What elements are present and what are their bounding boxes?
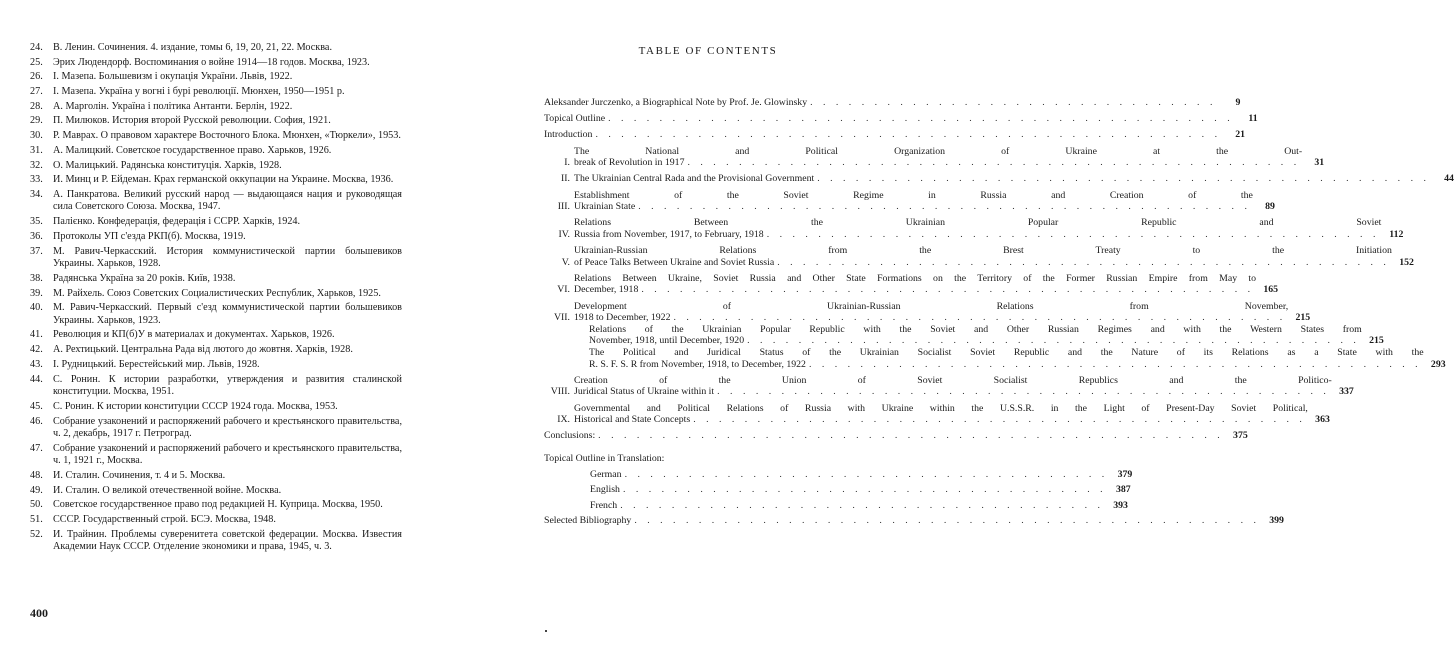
toc-page-number: 89: [1265, 201, 1275, 213]
print-mark: [545, 630, 547, 632]
bibliography-entry-number: 49.: [30, 484, 43, 496]
toc-entry-text: December, 1918: [574, 284, 639, 296]
toc-entry-introduction[interactable]: [544, 129, 1246, 141]
toc-entry-chapter[interactable]: [544, 374, 1354, 398]
dot-leader: . . . . . . . . . . . . . . . . . . . . . . . . . . . . . . . . . . . . . . . . . . . . . . . .: [693, 414, 1306, 426]
toc-entry-text: The Political and Juridical Status of the Ukrainian Socialist Soviet Republic and the Nature of its Relations as a State with the: [589, 347, 1424, 359]
bibliography-entry: [30, 160, 402, 173]
bibliography-entry: [30, 470, 402, 483]
bibliography-entry-number: 50.: [30, 499, 43, 511]
bibliography-entry-text: Революция и КП(б)У в материалах и документах. Харьков, 1926.: [53, 329, 335, 341]
bibliography-entry-text: СССР. Государственный строй. БСЭ. Москва, 1948.: [53, 514, 276, 526]
left-page: [0, 0, 470, 660]
bibliography-entry-text: Эрих Людендорф. Воспоминания о войне 1914—18 годов. Москва, 1923.: [53, 56, 370, 68]
chapter-number: IV.: [558, 228, 570, 240]
toc-entry-text: R. S. F. S. R from November, 1918, to December, 1922: [589, 358, 806, 370]
dot-leader: . . . . . . . . . . . . . . . . . . . . . . . . . . . . . . . .: [810, 97, 1217, 108]
bibliography-entry-number: 42.: [30, 344, 43, 356]
bibliography-entry: [30, 246, 402, 271]
bibliography-entry-text: І. Мазепа. Большевизм і окупація України. Львів, 1922.: [53, 71, 293, 83]
bibliography-entry: [30, 216, 402, 229]
table-of-contents: [544, 97, 1454, 532]
toc-entry-last-line: [574, 284, 1256, 296]
dot-leader: . . . . . . . . . . . . . . . . . . . . . . . . . . . . . . . . . . . . . . . . . . . . . . . .: [766, 228, 1380, 240]
toc-entry-text: Development of Ukrainian-Russian Relations from November,: [574, 300, 1289, 312]
bibliography-entry-text: Собрание узаконений и распоряжений рабочего и крестьянского правительства, ч. 2, декабрь, 1917 г. Петроград.: [53, 415, 402, 440]
toc-page-number: 375: [1233, 430, 1248, 442]
bibliography-entry: [30, 529, 402, 554]
bibliography-entry-text: Советское государственное право под редакцией Н. Куприца. Москва, 1950.: [53, 499, 383, 511]
bibliography-entry: [30, 514, 402, 527]
bibliography-entry-number: 41.: [30, 329, 43, 341]
dot-leader: . . . . . . . . . . . . . . . . . . . . . . . . . . . . . . . . . . . . . . . . . . . . . . . .: [817, 173, 1430, 185]
bibliography-entry: [30, 302, 402, 327]
toc-entry-text: German: [590, 468, 622, 480]
toc-entry-chapter[interactable]: [544, 145, 1325, 169]
toc-entry-text: The Ukrainian Central Rada and the Provisional Government: [574, 173, 815, 185]
bibliography-list: [30, 42, 402, 556]
toc-entry-topical-outline[interactable]: [544, 113, 1258, 125]
bibliography-entry-number: 34.: [30, 188, 43, 200]
bibliography-entry-text: О. Малицький. Радянська конституція. Харків, 1928.: [53, 159, 282, 171]
dot-leader: . . . . . . . . . . . . . . . . . . . . . . . . . . . . . . . . . . . . . . . . . . . . . . . .: [673, 312, 1287, 324]
bibliography-entry: [30, 329, 402, 342]
toc-page-number: 337: [1339, 386, 1354, 398]
toc-entry-body: [574, 403, 1308, 426]
bibliography-entry: [30, 189, 402, 214]
toc-entry-text: 1918 to December, 1922: [574, 312, 671, 324]
toc-entry-chapter[interactable]: [544, 402, 1330, 426]
toc-entry-last-line: [574, 312, 1288, 324]
chapter-number: VIII.: [550, 386, 570, 398]
bibliography-entry: [30, 101, 402, 114]
bibliography-entry: [30, 344, 402, 357]
bibliography-entry: [30, 71, 402, 84]
bibliography-entry-text: Протоколы УП с'езда РКП(б). Москва, 1919.: [53, 230, 246, 242]
toc-entry-text: Historical and State Concepts: [574, 414, 691, 426]
dot-leader: . . . . . . . . . . . . . . . . . . . . . . . . . . . . . . . . . . . . . . . . . . . . . . . . .: [634, 515, 1260, 527]
toc-entry-body: [574, 146, 1302, 169]
bibliography-entry-text: А. Рехтицький. Центральна Рада від лютого до жовтня. Харків, 1928.: [53, 344, 353, 356]
page-number: 400: [30, 606, 48, 620]
bibliography-entry: [30, 115, 402, 128]
toc-page-number: 44: [1444, 173, 1454, 185]
toc-entry-body: [574, 173, 1432, 185]
bibliography-entry-text: Р. Маврах. О правовом характере Восточного Блока. Мюнхен, «Тюркели», 1953.: [53, 130, 401, 142]
toc-entry-chapter[interactable]: [544, 217, 1404, 240]
bibliography-entry: [30, 359, 402, 372]
bibliography-entry-text: М. Равич-Черкасский. Первый с'езд коммунистической партии большевиков Украины. Харьков, 1923.: [53, 302, 402, 326]
toc-entry-text: French: [590, 499, 618, 511]
toc-entry-text: Ukrainian-Russian Relations from the Brest Treaty to the Initiation: [574, 245, 1392, 257]
toc-entry-biographical-note[interactable]: [544, 97, 1241, 109]
bibliography-entry: [30, 485, 402, 498]
bibliography-entry-text: И. Минц и Р. Ейдеман. Крах германской оккупации на Украине. Москва, 1936.: [53, 174, 394, 186]
bibliography-entry: [30, 145, 402, 158]
bibliography-entry-text: П. Милюков. История второй Русской революции. София, 1921.: [53, 115, 331, 127]
bibliography-entry-number: 27.: [30, 86, 43, 98]
toc-page-number: 11: [1248, 113, 1258, 125]
bibliography-entry: [30, 174, 402, 187]
dot-leader: . . . . . . . . . . . . . . . . . . . . . . . . . . . . . . . . . . . . . . . . . . . . . . . . .: [598, 430, 1224, 442]
toc-heading-text: Topical Outline in Translation:: [544, 452, 665, 464]
toc-translation-heading: [544, 453, 909, 465]
toc-entry-text: The National and Political Organization of Ukraine at the Out-: [574, 145, 1303, 157]
bibliography-entry: [30, 42, 402, 55]
chapter-number: V.: [561, 256, 570, 268]
toc-entry-text: English: [590, 484, 620, 496]
toc-entry-text: Establishment of the Soviet Regime in Russia and Creation of the: [574, 189, 1253, 201]
toc-entry-text: Introduction: [544, 129, 593, 141]
toc-entry-chapter[interactable]: [544, 189, 1275, 213]
bibliography-entry-text: И. Сталин. Сочинения, т. 4 и 5. Москва.: [53, 470, 226, 482]
bibliography-entry-number: 28.: [30, 100, 43, 112]
bibliography-entry-number: 36.: [30, 230, 43, 242]
bibliography-entry-number: 37.: [30, 245, 43, 257]
bibliography-entry-number: 47.: [30, 442, 43, 454]
bibliography-entry-number: 31.: [30, 144, 43, 156]
toc-page-number: 215: [1295, 312, 1311, 324]
bibliography-entry: [30, 288, 402, 301]
toc-page-number: 165: [1263, 284, 1279, 296]
toc-entry-text: Juridical Status of Ukraine within it: [574, 386, 715, 398]
toc-entry-last-line: [574, 229, 1381, 241]
bibliography-entry-text: Собрание узаконений и распоряжений рабочего и крестьянского правительства, ч. 1, 1921 г., Москва.: [53, 442, 402, 467]
toc-entry-text: break of Revolution in 1917: [574, 157, 685, 169]
toc-entry-chapter[interactable]: [544, 272, 1279, 296]
bibliography-entry-number: 44.: [30, 373, 43, 385]
toc-entry-english[interactable]: [544, 484, 1131, 496]
bibliography-entry-number: 26.: [30, 71, 43, 83]
toc-page-number: 293: [1430, 358, 1446, 370]
toc-page-number: 9: [1235, 97, 1241, 108]
toc-page-number: 21: [1235, 129, 1246, 141]
bibliography-entry-text: І. Мазепа. Україна у вогні і бурі революції. Мюнхен, 1950—1951 р.: [53, 86, 345, 98]
toc-entry-french[interactable]: [544, 499, 1128, 512]
toc-entry-last-line: [574, 157, 1302, 169]
chapter-number: IX.: [557, 414, 570, 426]
toc-entry-text: Governmental and Political Relations of Russia with Ukraine within the U.S.S.R. in the Light of Present-Day Soviet Political,: [574, 402, 1308, 414]
bibliography-entry-number: 48.: [30, 470, 43, 482]
dot-leader: . . . . . . . . . . . . . . . . . . . . . . . . . . . . . . . . . . . . . .: [620, 499, 1104, 511]
bibliography-entry: [30, 57, 402, 70]
bibliography-entry-text: Радянська Україна за 20 років. Київ, 1938.: [53, 272, 236, 284]
toc-entry-last-line: [574, 173, 1432, 185]
toc-entry-text: Relations Between Ukraine, Soviet Russia and Other State Formations on the Territory of the Former Russian Empire from May to: [574, 272, 1257, 284]
toc-entry-chapter[interactable]: [544, 300, 1311, 324]
dot-leader: . . . . . . . . . . . . . . . . . . . . . . . . . . . . . . . . . . . . . . . . . . . . . . . . .: [608, 113, 1234, 125]
toc-entry-text: Relations Between the Ukrainian Popular Republic and Soviet: [574, 217, 1382, 229]
toc-page-number: 399: [1269, 515, 1284, 527]
bibliography-entry-text: И. Трайнин. Проблемы суверенитета советской федерации. Москва. Известия Академии Наук СССР. Отделение экономики и права, 1945, ч. 3.: [53, 528, 402, 553]
bibliography-entry: [30, 86, 402, 99]
dot-leader: . . . . . . . . . . . . . . . . . . . . . . . . . . . . . . . . . . . . . . . . . . . . . . . .: [808, 358, 1422, 370]
dot-leader: . . . . . . . . . . . . . . . . . . . . . . . . . . . . . . . . . . . . . . . . . . . . . . . .: [717, 386, 1330, 398]
bibliography-entry-number: 25.: [30, 56, 43, 68]
right-page: [472, 0, 1454, 660]
toc-page-number: 393: [1113, 499, 1128, 511]
toc-page-number: 152: [1399, 256, 1414, 268]
dot-leader: . . . . . . . . . . . . . . . . . . . . . . . . . . . . . . . . . . . . . .: [622, 484, 1107, 496]
toc-entry-last-line: [574, 414, 1308, 426]
toc-title: TABLE OF CONTENTS: [638, 45, 778, 57]
dot-leader: . . . . . . . . . . . . . . . . . . . . . . . . . . . . . . . . . . . . . . . . . . . . . . . .: [638, 201, 1251, 213]
toc-entry-bibliography[interactable]: [544, 515, 1284, 527]
toc-entry-chapter[interactable]: [544, 173, 1454, 185]
toc-entry-body: [574, 273, 1256, 296]
bibliography-entry-text: С. Ронин. К истории разработки, утверждения и развития сталинской конституции. Москва, 1951.: [53, 373, 402, 398]
bibliography-entry: [30, 374, 402, 399]
toc-entry-text: Relations of the Ukrainian Popular Republic with the Soviet and Other Russian Regimes and with the Western States from: [589, 323, 1362, 335]
bibliography-entry-number: 39.: [30, 287, 43, 299]
bibliography-entry-number: 46.: [30, 415, 43, 427]
bibliography-entry-number: 30.: [30, 130, 43, 142]
bibliography-entry: [30, 273, 402, 286]
toc-page-number: 387: [1115, 484, 1131, 496]
toc-entry-body: [589, 347, 1424, 370]
toc-entry-text: Russia from November, 1917, to February, 1918: [574, 228, 764, 240]
dot-leader: . . . . . . . . . . . . . . . . . . . . . . . . . . . . . . . . . . . . . . . . . . . . . . . . .: [595, 129, 1222, 141]
toc-entry-last-line: [574, 257, 1392, 269]
toc-entry-text: of Peace Talks Between Ukraine and Soviet Russia: [574, 256, 775, 268]
toc-entry-body: [574, 190, 1253, 213]
bibliography-entry-number: 29.: [30, 115, 43, 127]
toc-page-number: 379: [1117, 468, 1133, 480]
toc-page-number: 215: [1369, 335, 1384, 347]
bibliography-entry-number: 35.: [30, 216, 43, 228]
toc-chapters: [544, 145, 1454, 426]
toc-entry-body: [574, 245, 1392, 268]
toc-entry-subsection[interactable]: [544, 347, 1446, 370]
dot-leader: . . . . . . . . . . . . . . . . . . . . . . . . . . . . . . . . . . . . . .: [624, 468, 1109, 480]
chapter-number: II.: [561, 173, 570, 185]
bibliography-entry-number: 33.: [30, 174, 43, 186]
toc-entry-text: Ukrainian State: [574, 201, 636, 213]
toc-entry-text: Selected Bibliography: [544, 515, 632, 527]
chapter-number: VII.: [553, 312, 570, 324]
toc-entry-text: Aleksander Jurczenko, a Biographical Note by Prof. Je. Glowinsky: [544, 97, 808, 108]
bibliography-entry-number: 40.: [30, 302, 43, 314]
toc-page-number: 363: [1315, 414, 1330, 426]
bibliography-entry-text: І. Рудницький. Берестейський мир. Львів, 1928.: [53, 358, 260, 370]
bibliography-entry: [30, 443, 402, 468]
bibliography-entry: [30, 499, 402, 512]
bibliography-entry-number: 51.: [30, 514, 43, 526]
toc-entry-conclusions[interactable]: [544, 430, 1248, 442]
bibliography-entry-text: А. Марголін. Україна і політика Антанти. Берлін, 1922.: [53, 100, 293, 112]
toc-page-number: 112: [1389, 228, 1404, 240]
bibliography-entry-number: 32.: [30, 159, 43, 171]
toc-entry-body: [589, 324, 1362, 347]
bibliography-entry-number: 43.: [30, 358, 43, 370]
toc-entry-text: November, 1918, until December, 1920: [589, 335, 745, 347]
toc-entry-text: Topical Outline: [544, 113, 606, 125]
bibliography-entry-text: С. Ронин. К истории конституции СССР 1924 года. Москва, 1953.: [53, 400, 338, 412]
bibliography-entry-number: 45.: [30, 400, 43, 412]
dot-leader: . . . . . . . . . . . . . . . . . . . . . . . . . . . . . . . . . . . . . . . . . . . . . . . .: [687, 157, 1301, 169]
chapter-number: III.: [557, 201, 570, 213]
toc-entry-chapter[interactable]: [544, 245, 1414, 268]
toc-entry-text: Conclusions:: [544, 430, 596, 442]
toc-entry-german[interactable]: [544, 468, 1133, 481]
toc-entry-body: [574, 375, 1332, 398]
dot-leader: . . . . . . . . . . . . . . . . . . . . . . . . . . . . . . . . . . . . . . . . . . . . . . . .: [641, 284, 1255, 296]
dot-leader: . . . . . . . . . . . . . . . . . . . . . . . . . . . . . . . . . . . . . . . . . . . . . . . .: [747, 335, 1360, 347]
bibliography-entry-text: Палієнко. Конфедерація, федерація і ССРР. Харків, 1924.: [53, 216, 301, 228]
toc-entry-body: [574, 217, 1381, 240]
toc-entry-text: Creation of the Union of Soviet Socialist Republics and the Politico-: [574, 374, 1332, 386]
chapter-number: I.: [564, 157, 570, 169]
bibliography-entry: [30, 130, 402, 143]
bibliography-entry-text: М. Равич-Черкасский. История коммунистической партии большевиков Украины. Харьков, 1928.: [53, 245, 402, 270]
bibliography-entry: [30, 401, 402, 414]
bibliography-entry: [30, 416, 402, 441]
toc-entry-last-line: [574, 386, 1332, 398]
dot-leader: . . . . . . . . . . . . . . . . . . . . . . . . . . . . . . . . . . . . . . . . . . . . . . . .: [777, 256, 1390, 268]
bibliography-entry-text: А. Панкратова. Великий русский народ — выдающаяся нация и руководящая сила Советского Союза. Москва, 1947.: [53, 188, 402, 213]
bibliography-entry-text: В. Ленин. Сочинения. 4. издание, томы 6, 19, 20, 21, 22. Москва.: [53, 42, 332, 53]
toc-entry-last-line: [589, 359, 1424, 371]
toc-entry-last-line: [574, 201, 1253, 213]
bibliography-entry-number: 52.: [30, 528, 43, 540]
bibliography-entry-text: И. Сталин. О великой отечественной войне. Москва.: [53, 484, 282, 496]
toc-entry-last-line: [589, 335, 1362, 347]
bibliography-entry-text: М. Райхель. Союз Советских Социалистических Республик, Харьков, 1925.: [53, 287, 381, 299]
bibliography-entry: [30, 231, 402, 244]
chapter-number: VI.: [557, 284, 570, 296]
toc-entry-body: [574, 301, 1288, 324]
bibliography-entry-number: 38.: [30, 272, 43, 284]
toc-entry-subsection[interactable]: [544, 323, 1384, 347]
bibliography-entry-text: А. Малицкий. Советское государственное право. Харьков, 1926.: [53, 144, 332, 156]
bibliography-entry-number: 24.: [30, 42, 43, 53]
toc-page-number: 31: [1314, 157, 1325, 169]
